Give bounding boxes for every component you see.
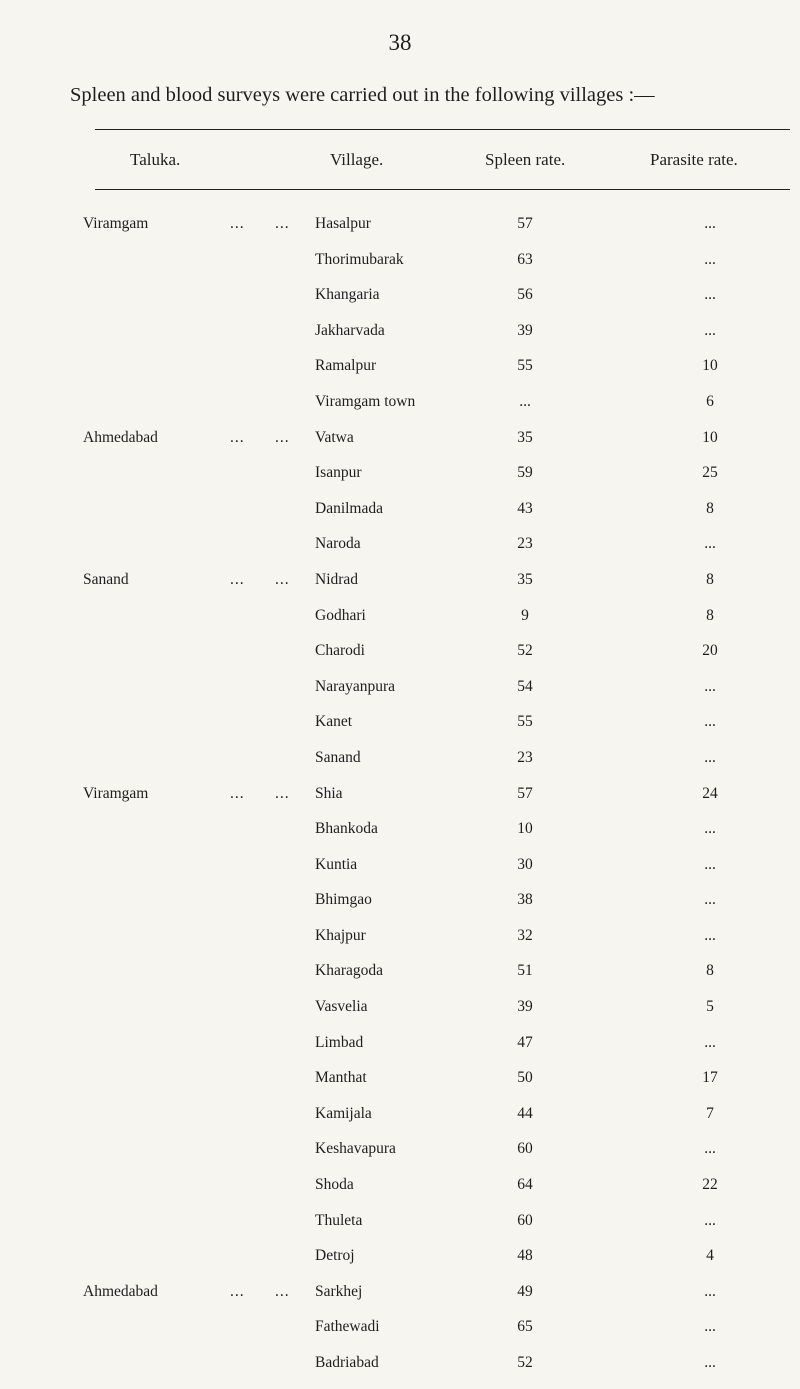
spleen-rate-cell: 55 bbox=[517, 357, 533, 375]
parasite-rate-cell: 10 bbox=[702, 428, 718, 446]
intro-text: Spleen and blood surveys were carried out in the following villages :— bbox=[70, 84, 655, 106]
table-row bbox=[0, 819, 800, 855]
village-cell: Kuntia bbox=[315, 855, 358, 873]
table-row bbox=[0, 392, 800, 428]
spleen-rate-cell: 59 bbox=[517, 464, 533, 482]
spleen-rate-cell: 57 bbox=[517, 215, 533, 232]
spleen-rate-cell: 47 bbox=[517, 1033, 533, 1051]
table-row bbox=[0, 1139, 800, 1175]
parasite-rate-cell: 5 bbox=[706, 998, 714, 1016]
village-cell: Khajpur bbox=[315, 926, 366, 944]
parasite-rate-cell: ... bbox=[704, 1282, 716, 1300]
table-row bbox=[0, 1068, 800, 1104]
leader-dots: ... bbox=[230, 1282, 245, 1300]
parasite-rate-cell: 6 bbox=[706, 392, 714, 410]
spleen-rate-cell: 65 bbox=[517, 1318, 533, 1336]
village-cell: Jakharvada bbox=[315, 321, 385, 339]
village-cell: Khangaria bbox=[315, 286, 380, 304]
village-cell: Manthat bbox=[315, 1069, 367, 1087]
taluka-cell: Viramgam bbox=[83, 784, 149, 802]
spleen-rate-cell: 43 bbox=[517, 499, 533, 517]
table-row bbox=[0, 570, 800, 606]
spleen-rate-cell: 52 bbox=[517, 1354, 533, 1371]
parasite-rate-cell: 25 bbox=[702, 464, 718, 482]
header-spleen-rate: Spleen rate. bbox=[485, 150, 566, 169]
page-number: 38 bbox=[388, 30, 412, 55]
table-row bbox=[0, 677, 800, 713]
header-village: Village. bbox=[330, 150, 384, 169]
table-row bbox=[0, 606, 800, 642]
village-cell: Viramgam town bbox=[315, 392, 416, 410]
parasite-rate-cell: 17 bbox=[702, 1069, 718, 1087]
leader-dots: ... bbox=[275, 1282, 290, 1300]
village-cell: Ramalpur bbox=[315, 357, 377, 375]
spleen-rate-cell: 51 bbox=[517, 962, 533, 980]
table-row bbox=[0, 1104, 800, 1140]
leader-dots: ... bbox=[275, 215, 290, 232]
spleen-rate-cell: 44 bbox=[517, 1104, 533, 1122]
spleen-rate-cell: 39 bbox=[517, 998, 533, 1016]
spleen-rate-cell: 60 bbox=[517, 1140, 533, 1158]
table-row bbox=[0, 1175, 800, 1211]
table-row bbox=[0, 997, 800, 1033]
parasite-rate-cell: ... bbox=[704, 1140, 716, 1158]
leader-dots: ... bbox=[275, 428, 290, 446]
village-cell: Narayanpura bbox=[315, 677, 396, 695]
table-row bbox=[0, 1246, 800, 1282]
parasite-rate-cell: ... bbox=[704, 215, 716, 232]
leader-dots: ... bbox=[275, 570, 290, 588]
parasite-rate-cell: 8 bbox=[706, 606, 714, 624]
parasite-rate-cell: ... bbox=[704, 677, 716, 695]
spleen-rate-cell: 30 bbox=[517, 855, 533, 873]
spleen-rate-cell: 56 bbox=[517, 286, 533, 304]
village-cell: Shia bbox=[315, 784, 343, 802]
village-cell: Charodi bbox=[315, 642, 365, 660]
table-row bbox=[0, 1033, 800, 1069]
spleen-rate-cell: ... bbox=[519, 392, 531, 410]
village-cell: Sarkhej bbox=[315, 1282, 363, 1300]
parasite-rate-cell: ... bbox=[704, 1318, 716, 1336]
table-row bbox=[0, 1317, 800, 1353]
village-cell: Shoda bbox=[315, 1176, 354, 1194]
village-cell: Vatwa bbox=[315, 428, 354, 446]
spleen-rate-cell: 35 bbox=[517, 428, 533, 446]
village-cell: Nidrad bbox=[315, 570, 359, 588]
parasite-rate-cell: ... bbox=[704, 535, 716, 553]
table-row bbox=[0, 428, 800, 464]
taluka-cell: Sanand bbox=[83, 570, 129, 588]
parasite-rate-cell: ... bbox=[704, 286, 716, 304]
table-row bbox=[0, 712, 800, 748]
parasite-rate-cell: 4 bbox=[706, 1247, 714, 1265]
taluka-cell: Ahmedabad bbox=[83, 1282, 158, 1300]
parasite-rate-cell: 8 bbox=[706, 570, 714, 588]
table-row bbox=[0, 1211, 800, 1247]
spleen-rate-cell: 64 bbox=[517, 1176, 533, 1194]
table-row bbox=[0, 250, 800, 286]
spleen-rate-cell: 50 bbox=[517, 1069, 533, 1087]
header-taluka: Taluka. bbox=[130, 150, 181, 169]
village-cell: Godhari bbox=[315, 606, 366, 624]
spleen-rate-cell: 23 bbox=[517, 535, 533, 553]
table-row bbox=[0, 321, 800, 357]
village-cell: Kanet bbox=[315, 713, 353, 731]
village-cell: Thuleta bbox=[315, 1211, 363, 1229]
village-cell: Detroj bbox=[315, 1247, 355, 1265]
village-cell: Isanpur bbox=[315, 464, 362, 482]
village-cell: Kharagoda bbox=[315, 962, 383, 980]
village-cell: Fathewadi bbox=[315, 1318, 380, 1336]
parasite-rate-cell: 8 bbox=[706, 499, 714, 517]
spleen-rate-cell: 63 bbox=[517, 250, 533, 268]
table-row bbox=[0, 534, 800, 570]
survey-table-body bbox=[0, 214, 800, 1389]
table-row bbox=[0, 748, 800, 784]
village-cell: Danilmada bbox=[315, 499, 384, 517]
table-row bbox=[0, 855, 800, 891]
village-cell: Kamijala bbox=[315, 1104, 372, 1122]
parasite-rate-cell: 22 bbox=[702, 1176, 718, 1194]
village-cell: Keshavapura bbox=[315, 1140, 396, 1158]
table-row bbox=[0, 1353, 800, 1389]
parasite-rate-cell: ... bbox=[704, 250, 716, 268]
table-top-rule bbox=[95, 129, 790, 130]
spleen-rate-cell: 54 bbox=[517, 677, 533, 695]
spleen-rate-cell: 32 bbox=[517, 926, 533, 944]
parasite-rate-cell: 24 bbox=[702, 784, 718, 802]
spleen-rate-cell: 57 bbox=[517, 784, 533, 802]
village-cell: Hasalpur bbox=[315, 215, 371, 232]
spleen-rate-cell: 49 bbox=[517, 1282, 533, 1300]
village-cell: Vasvelia bbox=[315, 998, 368, 1016]
parasite-rate-cell: 10 bbox=[702, 357, 718, 375]
parasite-rate-cell: ... bbox=[704, 1354, 716, 1371]
spleen-rate-cell: 39 bbox=[517, 321, 533, 339]
village-cell: Sanand bbox=[315, 748, 361, 766]
village-cell: Limbad bbox=[315, 1033, 364, 1051]
parasite-rate-cell: 8 bbox=[706, 962, 714, 980]
village-cell: Bhimgao bbox=[315, 891, 372, 909]
village-cell: Naroda bbox=[315, 535, 361, 553]
spleen-rate-cell: 23 bbox=[517, 748, 533, 766]
table-row bbox=[0, 784, 800, 820]
table-row bbox=[0, 961, 800, 997]
parasite-rate-cell: ... bbox=[704, 891, 716, 909]
leader-dots: ... bbox=[230, 570, 245, 588]
parasite-rate-cell: 20 bbox=[702, 642, 718, 660]
taluka-cell: Viramgam bbox=[83, 215, 149, 232]
village-cell: Bhankoda bbox=[315, 820, 378, 838]
spleen-rate-cell: 60 bbox=[517, 1211, 533, 1229]
table-row bbox=[0, 214, 800, 250]
table-row bbox=[0, 926, 800, 962]
header-parasite-rate: Parasite rate. bbox=[650, 150, 738, 169]
table-row bbox=[0, 641, 800, 677]
spleen-rate-cell: 48 bbox=[517, 1247, 533, 1265]
table-row bbox=[0, 463, 800, 499]
parasite-rate-cell: ... bbox=[704, 926, 716, 944]
table-header-rule bbox=[95, 189, 790, 190]
table-row bbox=[0, 285, 800, 321]
parasite-rate-cell: 7 bbox=[706, 1104, 714, 1122]
spleen-rate-cell: 55 bbox=[517, 713, 533, 731]
spleen-rate-cell: 35 bbox=[517, 570, 533, 588]
taluka-cell: Ahmedabad bbox=[83, 428, 158, 446]
parasite-rate-cell: ... bbox=[704, 748, 716, 766]
spleen-rate-cell: 38 bbox=[517, 891, 533, 909]
table-row bbox=[0, 499, 800, 535]
parasite-rate-cell: ... bbox=[704, 713, 716, 731]
village-cell: Badriabad bbox=[315, 1354, 379, 1371]
parasite-rate-cell: ... bbox=[704, 855, 716, 873]
parasite-rate-cell: ... bbox=[704, 1033, 716, 1051]
spleen-rate-cell: 10 bbox=[517, 820, 533, 838]
leader-dots: ... bbox=[230, 215, 245, 232]
spleen-rate-cell: 52 bbox=[517, 642, 533, 660]
parasite-rate-cell: ... bbox=[704, 1211, 716, 1229]
village-cell: Thorimubarak bbox=[315, 250, 404, 268]
leader-dots: ... bbox=[230, 428, 245, 446]
table-row bbox=[0, 1282, 800, 1318]
leader-dots: ... bbox=[230, 784, 245, 802]
parasite-rate-cell: ... bbox=[704, 321, 716, 339]
parasite-rate-cell: ... bbox=[704, 820, 716, 838]
leader-dots: ... bbox=[275, 784, 290, 802]
table-row bbox=[0, 890, 800, 926]
spleen-rate-cell: 9 bbox=[521, 606, 529, 624]
table-row bbox=[0, 356, 800, 392]
